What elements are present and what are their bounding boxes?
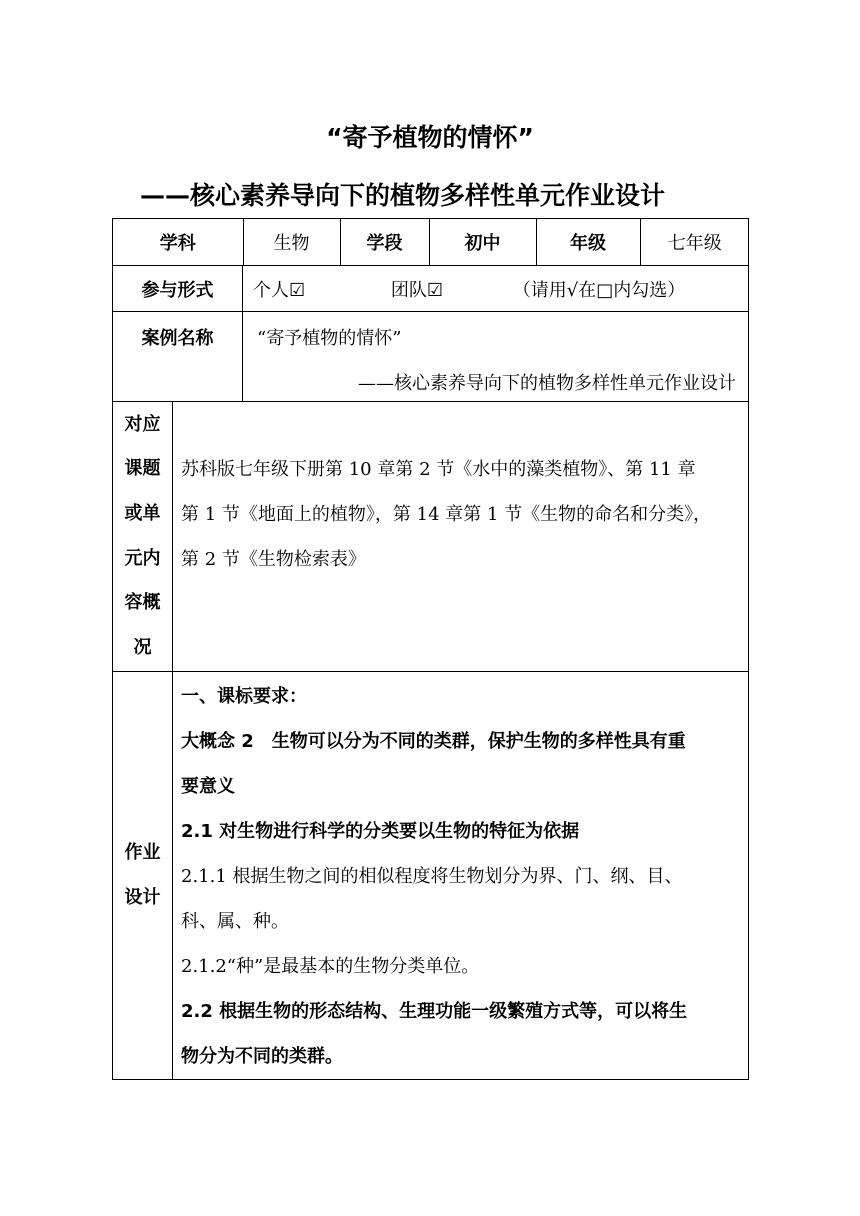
grade-label: 年级	[536, 219, 640, 265]
check-instruction: （请用√在□内勾选）	[512, 279, 686, 301]
point-2-2-line: 2.2 根据生物的形态结构、生理功能一级繁殖方式等，可以将生	[181, 1001, 688, 1022]
overview-label: 对应 课题 或单 元内 容概 况	[113, 402, 173, 672]
subject-value: 生物	[243, 219, 340, 265]
overview-content	[173, 402, 749, 672]
participation-options	[243, 266, 749, 312]
info-row	[113, 219, 749, 266]
big-concept-line: 要意义	[181, 776, 235, 797]
case-name-cell	[243, 312, 749, 402]
individual-checkbox[interactable]: 个人☑	[253, 279, 306, 301]
big-concept-line: 大概念 2 生物可以分为不同的类群，保护生物的多样性具有重	[181, 731, 686, 752]
stage-value: 初中	[429, 219, 536, 265]
document-title: “寄予植物的情怀”	[326, 123, 534, 152]
team-checkbox[interactable]: 团队☑	[390, 279, 444, 301]
assignment-table	[112, 218, 749, 1080]
homework-row	[113, 672, 749, 1080]
grade-value: 七年级	[667, 233, 722, 254]
point-2-1-1-line: 科、属、种。	[181, 911, 289, 932]
overview-line: 苏科版七年级下册第 10 章第 2 节《水中的藻类植物》、第 11 章	[181, 459, 696, 480]
curriculum-heading: 一、课标要求：	[181, 686, 307, 707]
case-row	[113, 312, 749, 402]
case-name-line1: “寄予植物的情怀”	[257, 328, 402, 349]
overview-row	[113, 402, 749, 672]
participation-label: 参与形式	[113, 266, 243, 312]
homework-label: 作业 设计	[113, 672, 173, 1080]
subject-label: 学科	[113, 219, 243, 265]
overview-line: 第 1 节《地面上的植物》，第 14 章第 1 节《生物的命名和分类》，	[181, 504, 712, 525]
point-2-1-2: 2.1.2“种”是最基本的生物分类单位。	[181, 956, 480, 977]
overview-line: 第 2 节《生物检索表》	[181, 549, 366, 570]
stage-label: 学段	[340, 219, 429, 265]
case-label: 案例名称	[113, 312, 243, 402]
point-2-1: 2.1 对生物进行科学的分类要以生物的特征为依据	[181, 821, 580, 842]
participation-row	[113, 266, 749, 312]
point-2-1-1-line: 2.1.1 根据生物之间的相似程度将生物划分为界、门、纲、目、	[181, 866, 683, 887]
document-subtitle: ——核心素养导向下的植物多样性单元作业设计	[140, 181, 666, 210]
case-name-line2: ——核心素养导向下的植物多样性单元作业设计	[358, 373, 737, 394]
point-2-2-line: 物分为不同的类群。	[181, 1046, 343, 1067]
homework-content	[173, 672, 749, 1080]
